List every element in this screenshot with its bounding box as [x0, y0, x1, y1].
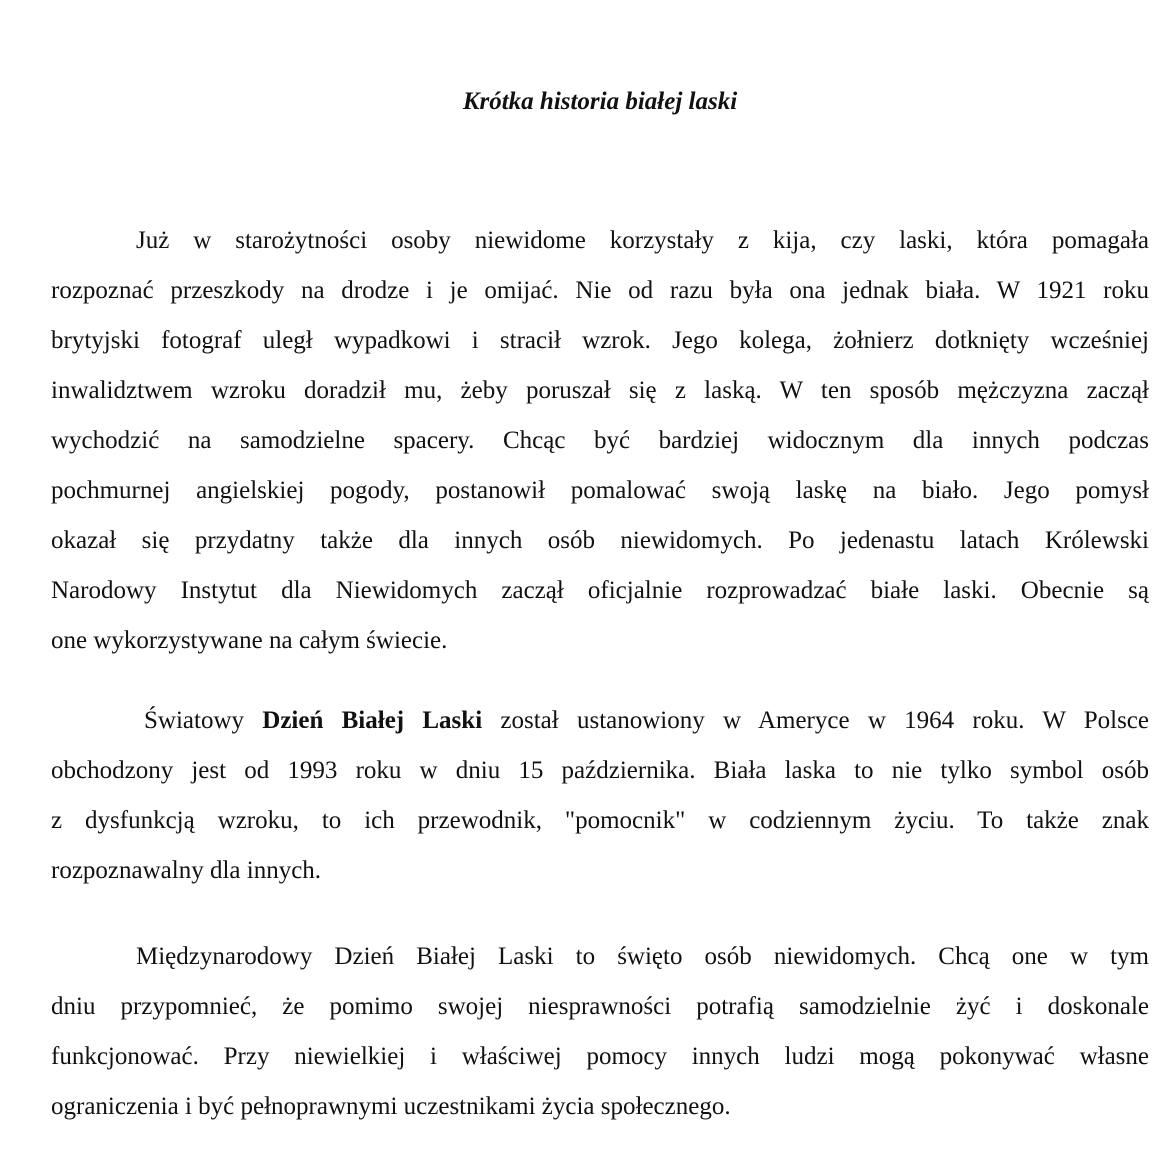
text-line: Już w starożytności osoby niewidome korzystały z kija, czy laski, która pomagała: [136, 227, 1149, 254]
text-line: brytyjski fotograf uległ wypadkowi i stracił wzrok. Jego kolega, żołnierz dotknięty wcześniej: [51, 327, 1149, 354]
text-line: dniu przypomnieć, że pomimo swojej niesprawności potrafią samodzielnie żyć i doskonale: [51, 993, 1149, 1020]
text-line: Narodowy Instytut dla Niewidomych zaczął oficjalnie rozprowadzać białe laski. Obecnie są: [51, 577, 1149, 604]
text-line: wychodzić na samodzielne spacery. Chcąc być bardziej widocznym dla innych podczas: [51, 427, 1149, 454]
paragraph-history: [51, 216, 1149, 666]
document-title: Krótka historia białej laski: [462, 88, 738, 115]
text-suffix: został ustanowiony w Ameryce w 1964 roku. W Polsce: [482, 707, 1149, 734]
text-line: obchodzony jest od 1993 roku w dniu 15 października. Biała laska to nie tylko symbol osób: [51, 757, 1149, 784]
text-line: [51, 696, 1149, 746]
paragraph-international-day: [51, 932, 1149, 1132]
text-line: okazał się przydatny także dla innych osób niewidomych. Po jedenastu latach Królewski: [51, 527, 1149, 554]
text-line: funkcjonować. Przy niewielkiej i właściwej pomocy innych ludzi mogą pokonywać własne: [51, 1043, 1149, 1070]
text-line: Międzynarodowy Dzień Białej Laski to święto osób niewidomych. Chcą one w tym: [136, 943, 1149, 970]
paragraph-white-cane-day: [51, 696, 1149, 896]
text-line: rozpoznawalny dla innych.: [51, 857, 322, 884]
text-line: z dysfunkcją wzroku, to ich przewodnik, "pomocnik" w codziennym życiu. To także znak: [51, 807, 1149, 834]
text-line: pochmurnej angielskiej pogody, postanowił pomalować swoją laskę na biało. Jego pomysł: [51, 477, 1149, 504]
text-line: inwalidztwem wzroku doradził mu, żeby poruszał się z laską. W ten sposób mężczyzna zaczął: [51, 377, 1149, 404]
bold-phrase: Dzień Białej Laski: [262, 707, 483, 734]
text-prefix: Światowy: [144, 707, 263, 734]
text-line: rozpoznać przeszkody na drodze i je omijać. Nie od razu była ona jednak biała. W 1921 roku: [51, 277, 1149, 304]
text-line: ograniczenia i być pełnoprawnymi uczestnikami życia społecznego.: [51, 1093, 731, 1120]
text-line: one wykorzystywane na całym świecie.: [51, 627, 448, 654]
